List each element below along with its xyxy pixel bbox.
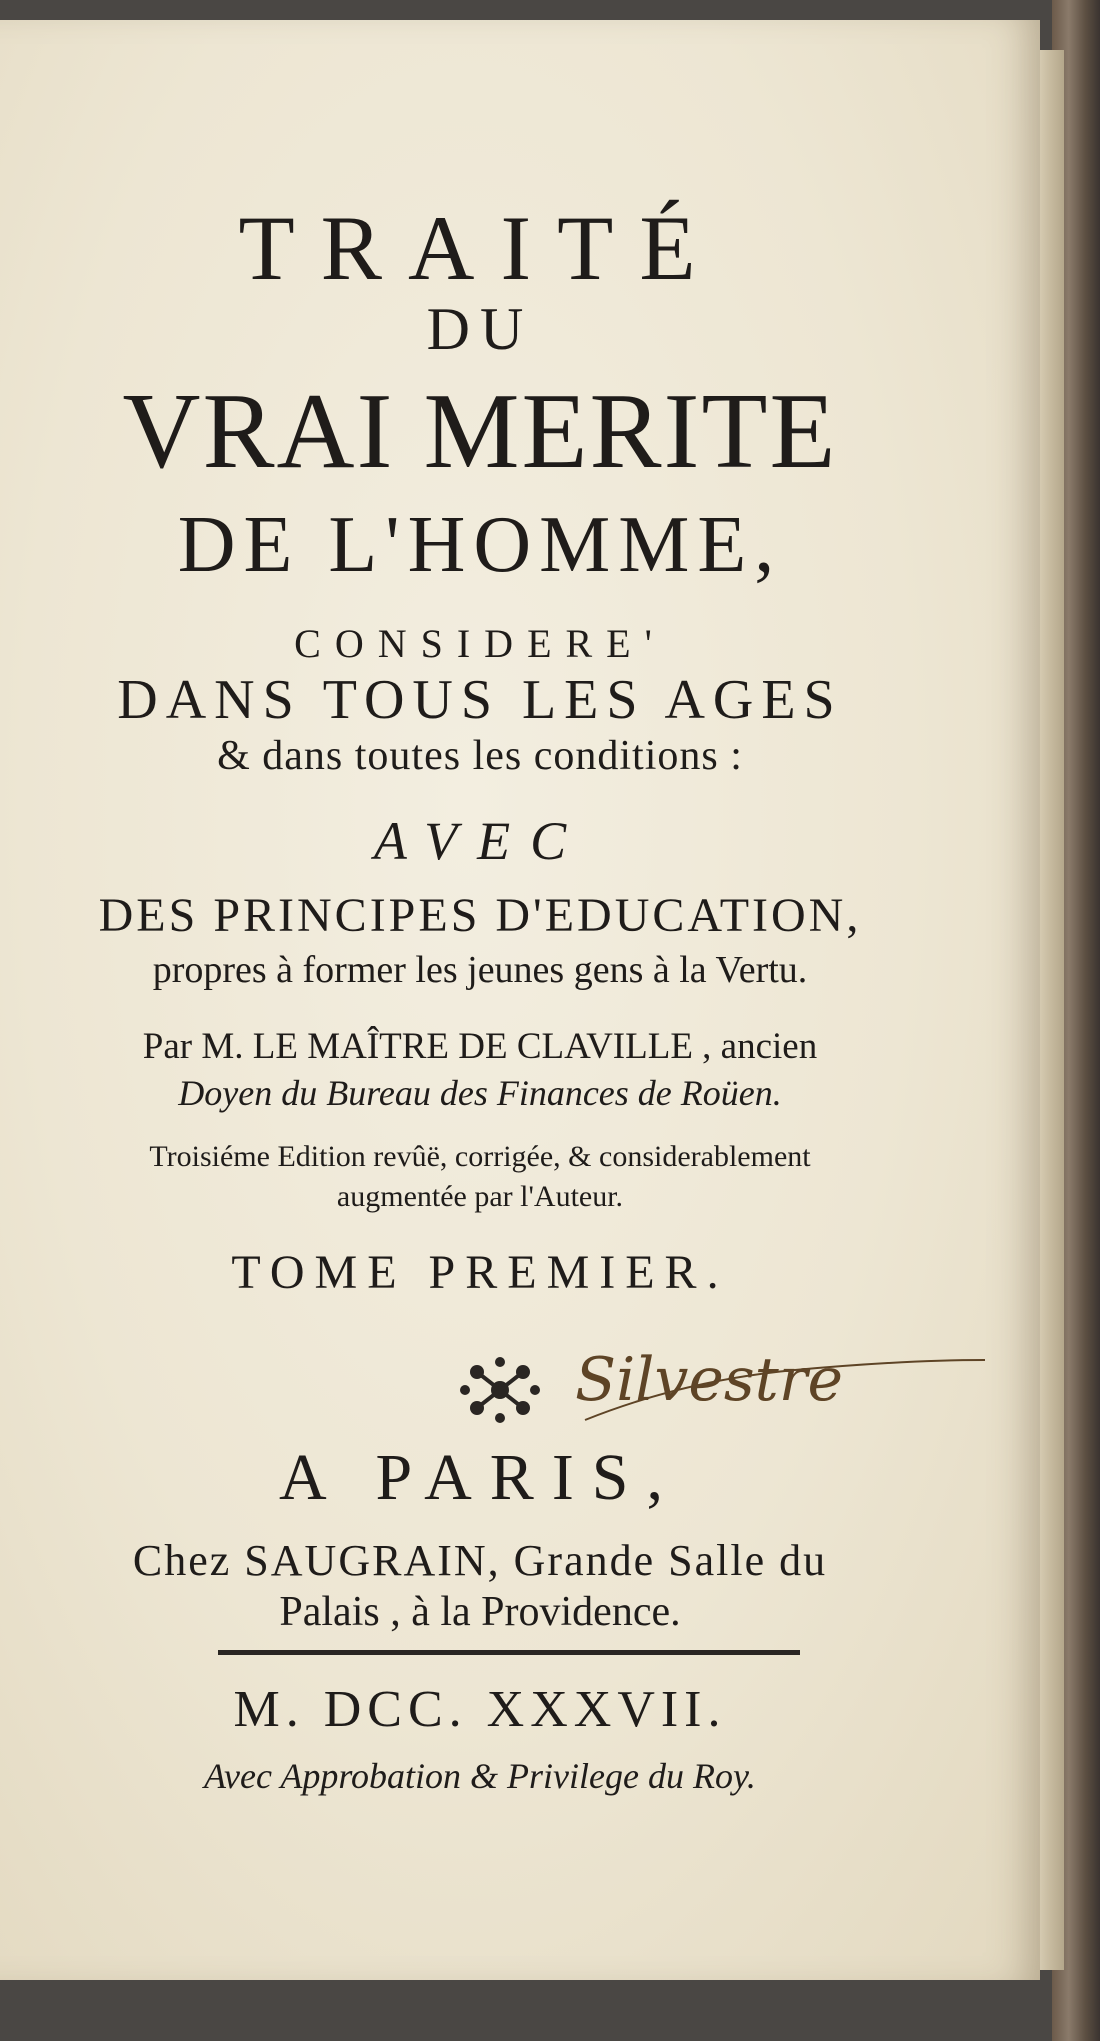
handwritten-signature bbox=[565, 1320, 995, 1440]
publisher-line-2: Palais , à la Providence. bbox=[279, 1589, 681, 1635]
place-of-publication: A PARIS, bbox=[278, 1441, 682, 1514]
subtitle-line-4: AVEC bbox=[373, 811, 587, 871]
fleuron-icon bbox=[455, 1350, 545, 1430]
subtitle-line-1: CONSIDERE' bbox=[294, 621, 666, 666]
signature-text: Silvestre bbox=[575, 1345, 843, 1415]
title-line-1: TRAITÉ bbox=[238, 197, 722, 299]
author-line-1: Par M. LE MAÎTRE DE CLAVILLE , ancien bbox=[142, 1026, 818, 1067]
subtitle-line-2: DANS TOUS LES AGES bbox=[117, 669, 843, 731]
title-line-4: DE L'HOMME, bbox=[177, 501, 783, 589]
volume-label: TOME PREMIER. bbox=[231, 1246, 729, 1299]
publisher-line-1: Chez SAUGRAIN, Grande Salle du bbox=[132, 1536, 828, 1585]
author-line-2: Doyen du Bureau des Finances de Roüen. bbox=[178, 1073, 782, 1113]
title-line-3: VRAI MERITE bbox=[122, 372, 838, 491]
edition-line-1: Troisiéme Edition revûë, corrigée, & considerablement bbox=[149, 1140, 811, 1173]
title-line-2: DU bbox=[426, 296, 534, 362]
divider-rule bbox=[218, 1650, 800, 1655]
subtitle-line-3: & dans toutes les conditions : bbox=[217, 733, 743, 779]
edition-line-2: augmentée par l'Auteur. bbox=[336, 1180, 624, 1213]
subtitle-line-5: DES PRINCIPES D'EDUCATION, bbox=[98, 889, 862, 942]
publication-year: M. DCC. XXXVII. bbox=[233, 1681, 727, 1738]
subtitle-line-6: propres à former les jeunes gens à la Vertu. bbox=[152, 949, 808, 991]
page-edge bbox=[1038, 50, 1064, 1970]
title-page bbox=[0, 20, 1040, 1980]
privilege-line: Avec Approbation & Privilege du Roy. bbox=[204, 1756, 756, 1796]
